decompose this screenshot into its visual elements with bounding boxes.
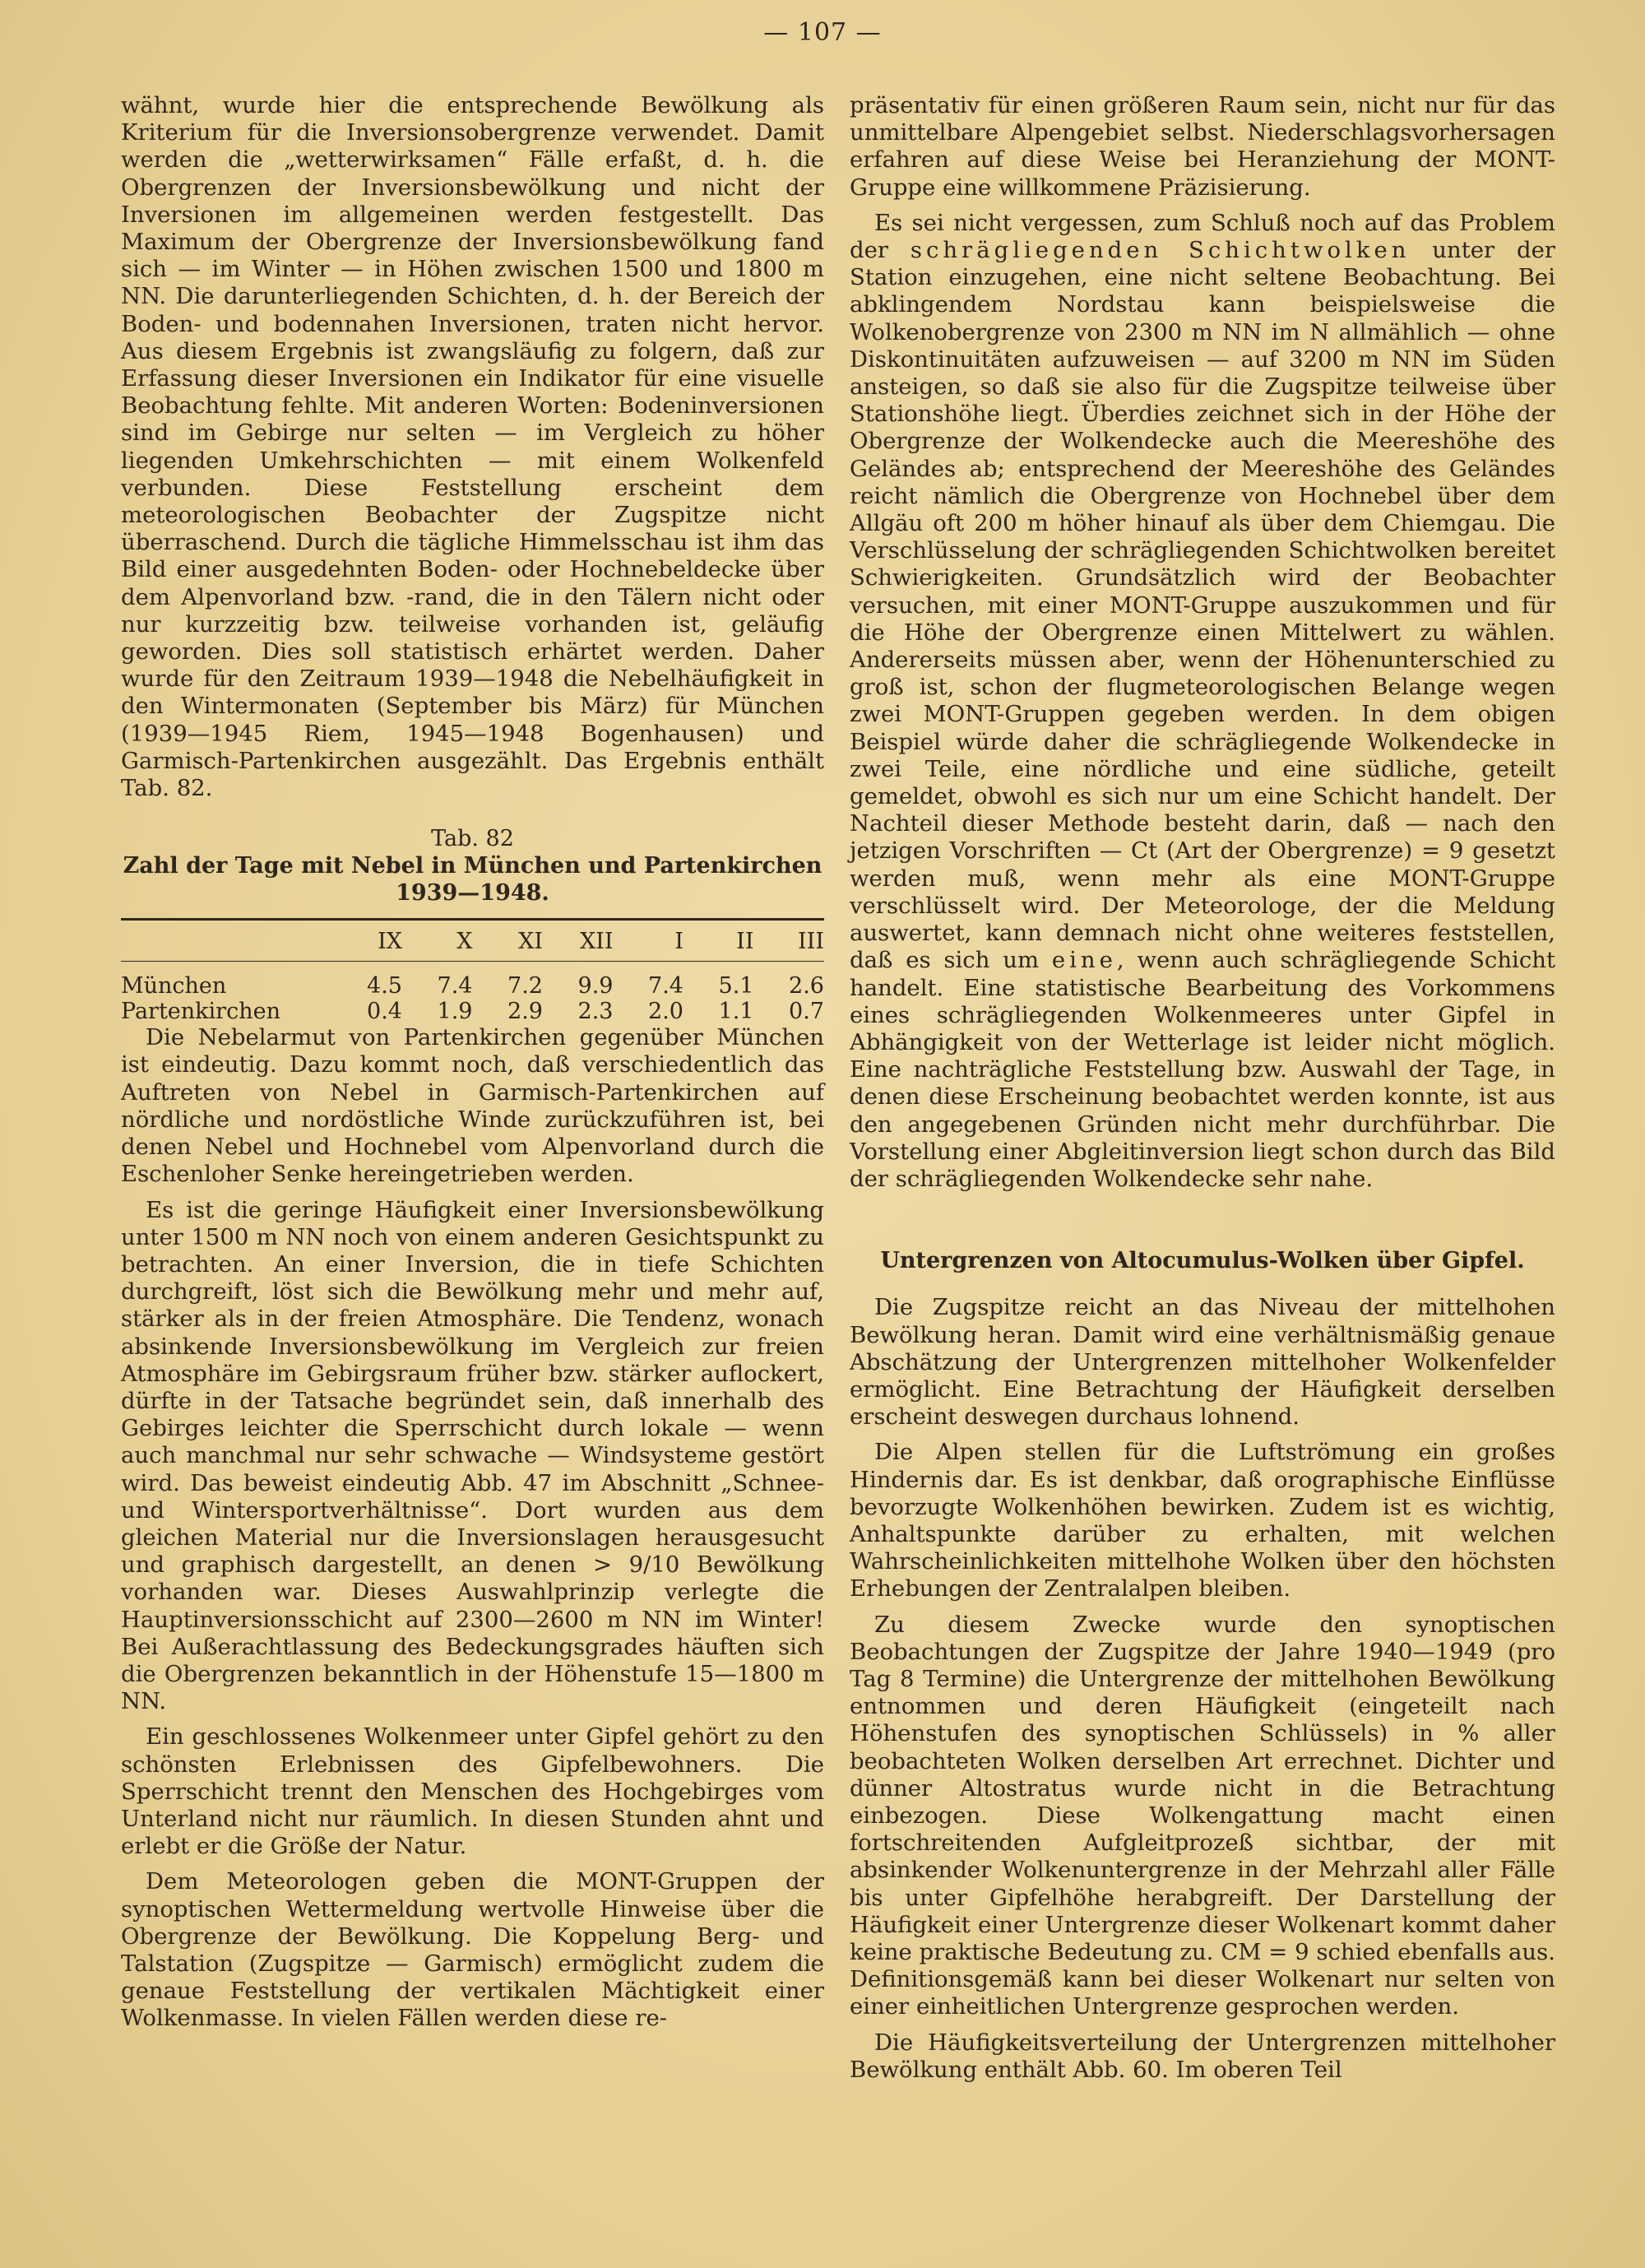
table-cell: 4.5 — [367, 973, 402, 999]
text-run: , wenn auch schrägliegende Schicht handelt. Eine statistische Bearbeitung des Vorkommens eines schrägliegenden Wolkenmeeres unter Gipfel in Abhängigkeit von der Wetterlage ist leider nicht möglich. Eine nachträgliche Feststellung bzw. Auswahl der Tage, in denen diese Erscheinung beobachtet werden konnte, ist aus den angegebenen Gründen nicht mehr durchführbar. Die Vorstellung einer Abgleitinversion liegt schon durch das Bild der schrägliegenden Wolkendecke sehr nahe. — [850, 947, 1555, 1192]
left-column — [121, 92, 824, 2033]
fog-days-table — [121, 918, 824, 1024]
table-header-row — [121, 920, 824, 962]
paragraph: Die Nebelarmut von Partenkirchen gegenüber München ist eindeutig. Dazu kommt noch, daß verschiedentlich das Auftreten von Nebel in Garmisch-Partenkirchen auf nördliche und nordöstliche Winde zurückzuführen ist, bei denen Nebel und Hochnebel vom Alpenvorland durch die Eschenloher Senke hereingetrieben werden. — [121, 1024, 824, 1188]
row-label: Partenkirchen — [121, 999, 280, 1025]
table-cell: 7.4 — [437, 973, 473, 999]
table-cell: 0.4 — [367, 999, 402, 1025]
table-caption: Tab. 82 — [431, 826, 514, 852]
table-header-cell: I — [674, 929, 683, 955]
table-header-empty — [121, 920, 332, 962]
right-column — [850, 92, 1555, 2084]
table-header-cell: XII — [579, 929, 614, 955]
table-cell: 7.4 — [648, 973, 683, 999]
table-row — [121, 962, 824, 999]
table-row — [121, 999, 824, 1024]
table-cell: 1.9 — [437, 999, 473, 1025]
spaced-emphasis: eine — [1051, 947, 1117, 974]
table-cell: 9.9 — [577, 973, 614, 999]
spaced-emphasis: schrägliegenden Schichtwolken — [910, 237, 1411, 264]
row-label: München — [121, 973, 227, 999]
table-title: Zahl der Tage mit Nebel in München und Partenkirchen 1939—1948. — [123, 853, 822, 907]
paragraph: Die Zugspitze reicht an das Niveau der mittelhohen Bewölkung heran. Damit wird eine verhältnismäßig genaue Abschätzung der Untergrenzen mittelhoher Wolkenfelder ermöglicht. Eine Betrachtung der Häufigkeit derselben erscheint deswegen durchaus lohnend. — [850, 1294, 1555, 1431]
paragraph: wähnt, wurde hier die entsprechende Bewölkung als Kriterium für die Inversionsobergrenze verwendet. Damit werden die „wetterwirksamen“ Fälle erfaßt, d. h. die Obergrenzen der Inversionsbewölkung und nicht der Inversionen im allgemeinen werden festgestellt. Das Maximum der Obergrenze der Inversionsbewölkung fand sich — im Winter — in Höhen zwischen 1500 und 1800 m NN. Die darunterliegenden Schichten, d. h. der Bereich der Boden- und bodennahen Inversionen, traten nicht hervor. Aus diesem Ergebnis ist zwangsläufig zu folgern, daß zur Erfassung dieser Inversionen ein Indikator für eine visuelle Beobachtung fehlte. Mit anderen Worten: Bodeninversionen sind im Gebirge nur selten — im Vergleich zu höher liegenden Umkehrschichten — mit einem Wolkenfeld verbunden. Diese Feststellung erscheint dem meteorologischen Beobachter der Zugspitze nicht überraschend. Durch die tägliche Himmelsschau ist ihm das Bild einer ausgedehnten Boden- oder Hochnebeldecke über dem Alpenvorland bzw. -rand, die in den Tälern nicht oder nur kurzzeitig bzw. teilweise vorhanden ist, geläufig geworden. Dies soll statistisch erhärtet werden. Daher wurde für den Zeitraum 1939—1948 die Nebelhäufigkeit in den Wintermonaten (September bis März) für München (1939—1945 Riem, 1945—1948 Bogenhausen) und Garmisch-Partenkirchen ausgezählt. Das Ergebnis enthält Tab. 82. — [121, 92, 824, 802]
paragraph: Dem Meteorologen geben die MONT-Gruppen der synoptischen Wettermeldung wertvolle Hinweise über die Obergrenze der Bewölkung. Die Koppelung Berg- und Talstation (Zugspitze — Garmisch) ermöglicht zudem die genaue Feststellung der vertikalen Mächtigkeit einer Wolkenmasse. In vielen Fällen werden diese re- — [121, 1868, 824, 2032]
section-heading: Untergrenzen von Altocumulus-Wolken über Gipfel. — [880, 1248, 1525, 1274]
table-cell: 7.2 — [507, 973, 543, 999]
table-header-cell: IX — [378, 929, 402, 955]
page-number: — 107 — — [763, 18, 882, 47]
table-cell: 5.1 — [718, 973, 754, 999]
table-header-cell: III — [798, 929, 824, 955]
table-cell: 2.0 — [648, 999, 683, 1025]
paragraph: Die Häufigkeitsverteilung der Untergrenzen mittelhoher Bewölkung enthält Abb. 60. Im oberen Teil — [850, 2029, 1555, 2083]
text-run: Es sei nicht vergessen, zum Schluß noch auf das Problem der — [850, 209, 1555, 264]
table-cell: 2.6 — [789, 973, 824, 999]
table-header-cell: X — [456, 929, 473, 955]
table-cell: 0.7 — [789, 999, 824, 1025]
table-cell: 2.9 — [507, 999, 543, 1025]
paragraph: präsentativ für einen größeren Raum sein, nicht nur für das unmittelbare Alpengebiet selbst. Niederschlagsvorhersagen erfahren auf diese Weise bei Heranziehung der MONT-Gruppe eine willkommene Präzisierung. — [850, 92, 1555, 201]
paragraph: Ein geschlossenes Wolkenmeer unter Gipfel gehört zu den schönsten Erlebnissen des Gipfelbewohners. Die Sperrschicht trennt den Menschen des Hochgebirges vom Unterland nicht nur räumlich. In diesen Stunden ahnt und erlebt er die Größe der Natur. — [121, 1723, 824, 1860]
paragraph: Es ist die geringe Häufigkeit einer Inversionsbewölkung unter 1500 m NN noch von einem anderen Gesichtspunkt zu betrachten. An einer Inversion, die in tiefe Schichten durchgreift, löst sich die Bewölkung mehr und mehr auf, stärker als in der freien Atmosphäre. Die Tendenz, wonach absinkende Inversionsbewölkung im Vergleich zur freien Atmosphäre im Gebirgsraum früher bzw. stärker auflockert, dürfte in der Tatsache begründet sein, daß innerhalb des Gebirges leichter die Sperrschicht durch lokale — wenn auch manchmal nur sehr schwache — Windsysteme gestört wird. Das beweist eindeutig Abb. 47 im Abschnitt „Schnee- und Wintersportverhältnisse“. Dort wurden aus dem gleichen Material nur die Inversionslagen herausgesucht und graphisch dargestellt, an denen > 9/10 Bewölkung vorhanden war. Dieses Auswahlprinzip verlegte die Hauptinversionsschicht auf 2300—2600 m NN im Winter! Bei Außerachtlassung des Bedeckungsgrades häuften sich die Obergrenzen bekanntlich in der Höhenstufe 15—1800 m NN. — [121, 1196, 824, 1715]
paragraph-sloped-clouds — [850, 210, 1555, 1193]
table-cell: 2.3 — [577, 999, 614, 1025]
text-run: unter der Station einzugehen, eine nicht seltene Beobachtung. Bei abklingendem Nordstau kann beispielsweise die Wolkenobergrenze von 2300 m NN im N allmählich — ohne Diskontinuitäten aufzuweisen — auf 3200 m NN im Süden ansteigen, so daß sie also für die Zugspitze teilweise über Stationshöhe liegt. Überdies zeichnet sich in der Höhe der Obergrenze der Wolkendecke auch die Meereshöhe des Geländes ab; entsprechend der Meereshöhe des Geländes reicht nämlich die Obergrenze von Hochnebel über dem Allgäu oft 200 m höher hinauf als über dem Chiemgau. Die Verschlüsselung der schrägliegenden Schichtwolken bereitet Schwierigkeiten. Grundsätzlich wird der Beobachter versuchen, mit einer MONT-Gruppe auszukommen und für die Höhe der Obergrenze einen Mittelwert zu wählen. Andererseits müssen aber, wenn der Höhenunterschied zu groß ist, schon der flugmeteorologischen Belange wegen zwei MONT-Gruppen gegeben werden. In dem obigen Beispiel würde daher die schrägliegende Wolkendecke in zwei Teile, eine nördliche und eine südliche, geteilt gemeldet, obwohl es sich nur um eine Schicht handelt. Der Nachteil dieser Methode besteht darin, daß — nach den jetzigen Vorschriften — Ct (Art der Obergrenze) = 9 gesetzt werden muß, wenn mehr als eine MONT-Gruppe verschlüsselt wird. Der Meteorologe, der die Meldung auswertet, kann demnach nicht ohne weiteres feststellen, daß es sich um — [850, 237, 1556, 974]
table-cell: 1.1 — [718, 999, 754, 1025]
paragraph: Die Alpen stellen für die Luftströmung ein großes Hindernis dar. Es ist denkbar, daß orographische Einflüsse bevorzugte Wolkenhöhen bewirken. Zudem ist es wichtig, Anhaltspunkte darüber zu erhalten, mit welchen Wahrscheinlichkeiten mittelhohe Wolken über den höchsten Erhebungen der Zentralalpen bleiben. — [850, 1439, 1555, 1602]
table-header-cell: XI — [518, 929, 543, 955]
table-header-cell: II — [736, 929, 754, 955]
paragraph: Zu diesem Zwecke wurde den synoptischen Beobachtungen der Zugspitze der Jahre 1940—1949 (pro Tag 8 Termine) die Untergrenze der mittelhohen Bewölkung entnommen und deren Häufigkeit (eingeteilt nach Höhenstufen des synoptischen Schlüssels) in % aller beobachteten Wolken derselben Art errechnet. Dichter und dünner Altostratus wurde nicht in die Betrachtung einbezogen. Diese Wolkengattung macht einen fortschreitenden Aufgleitprozeß sichtbar, der mit absinkender Wolkenuntergrenze in der Mehrzahl aller Fälle bis unter Gipfelhöhe herabgreift. Der Darstellung der Häufigkeit einer Untergrenze dieser Wolkenart kommt daher keine praktische Bedeutung zu. CM = 9 schied ebenfalls aus. Definitionsgemäß kann bei dieser Wolkenart nur selten von einer einheitlichen Untergrenze gesprochen werden. — [850, 1611, 1555, 2020]
